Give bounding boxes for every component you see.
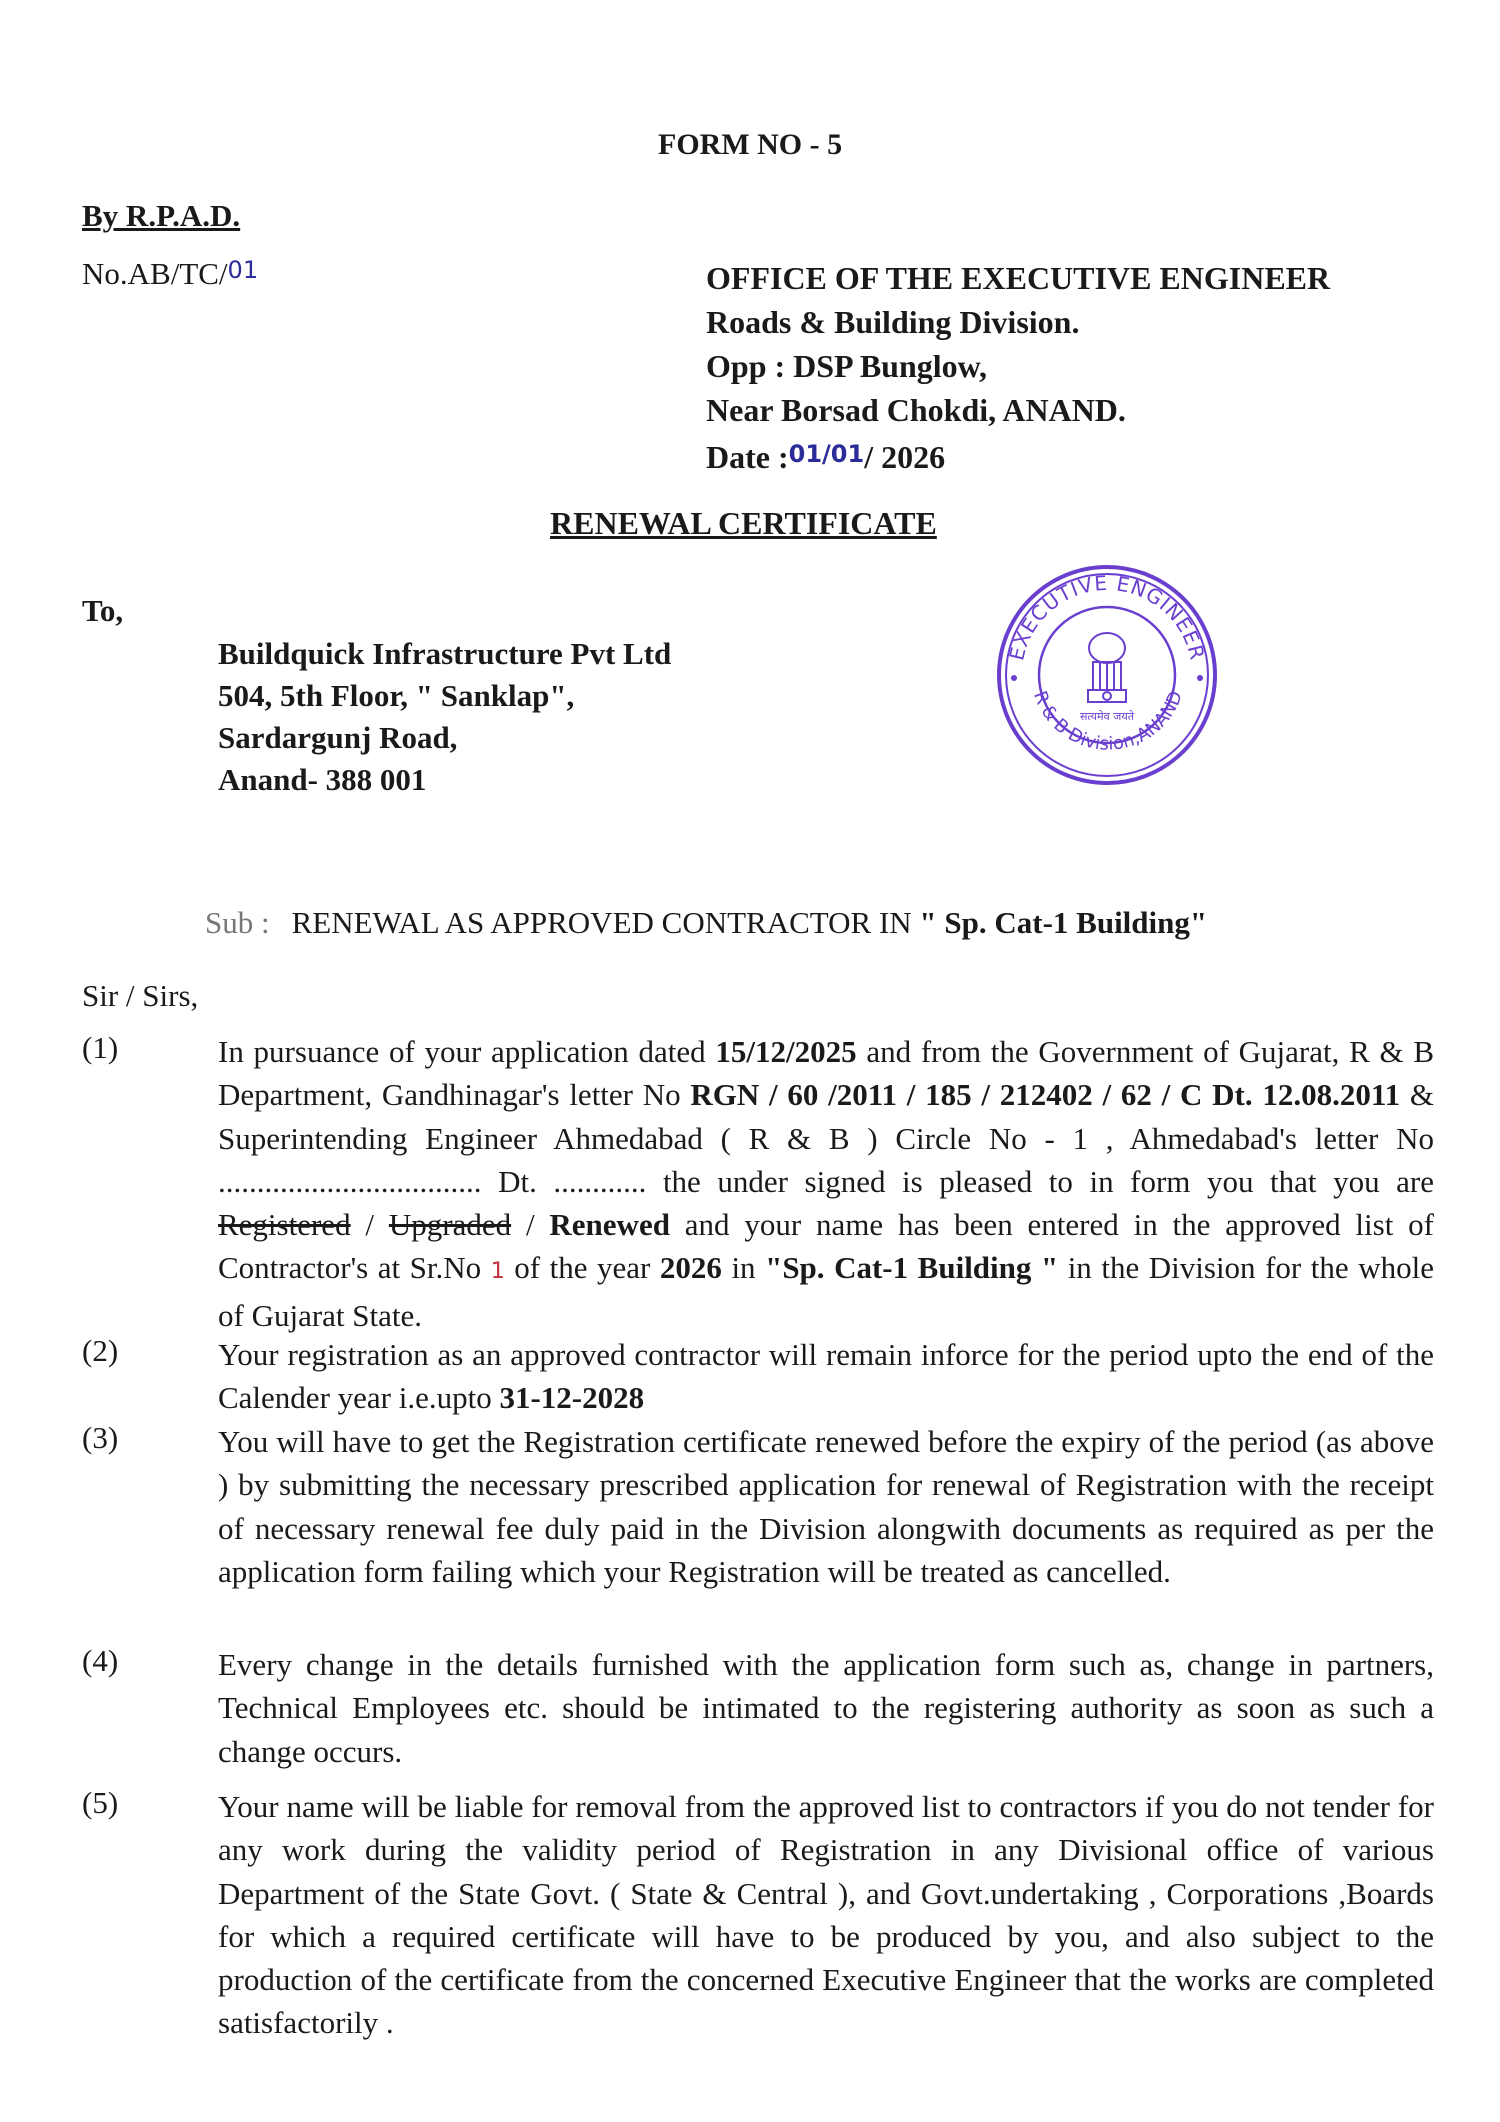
government-letter-no: RGN / 60 /2011 / 185 / 212402 / 62 / C Dt. 12.08.2011 — [690, 1077, 1401, 1113]
paragraph-5: Your name will be liable for removal from the approved list to contractors if you do not tender for any work during the validity period of Registration in any Divisional office of various Department of the State Govt. ( State & Central ), and Govt.undertaking , Corporations ,Boards for which a required certificate will have to be produced by you, and also subject to the production of the certificate from the concerned Executive Engineer that the works are completed satisfactorily . — [218, 1789, 1434, 2041]
date-handwritten: 01/01 — [788, 440, 865, 468]
reference-number — [82, 256, 258, 292]
valid-upto-date: 31-12-2028 — [499, 1380, 645, 1416]
category: "Sp. Cat-1 Building " — [765, 1250, 1059, 1286]
delivery-mode: By R.P.A.D. — [82, 198, 241, 233]
paragraph-number: (2) — [82, 1333, 119, 1368]
form-number: FORM NO - 5 — [658, 128, 843, 161]
status-renewed: Renewed — [549, 1207, 670, 1243]
subject-category: " Sp. Cat-1 Building" — [919, 905, 1208, 940]
paragraph-3: You will have to get the Registration certificate renewed before the expiry of the period (as above ) by submitting the necessary prescribed application for renewal of Registration with the receipt of necessary renewal fee duly paid in the Division alongwith documents as required as per the application form failing which your Registration will be treated as cancelled. — [218, 1424, 1434, 1589]
subject-text: RENEWAL AS APPROVED CONTRACTOR IN — [291, 905, 920, 940]
recipient-address — [218, 633, 671, 801]
office-address — [706, 256, 1330, 479]
paragraph-4: Every change in the details furnished with the application form such as, change in partners, Technical Employees etc. should be intimated to the registering authority as soon as such a change occurs. — [218, 1647, 1434, 1769]
reference-handwritten: 01 — [227, 256, 259, 284]
registration-year: 2026 — [659, 1250, 722, 1286]
recipient-line: Sardargunj Road, — [218, 720, 458, 755]
paragraph-number: (5) — [82, 1785, 119, 1820]
reference-prefix: No.AB/TC/ — [82, 256, 228, 291]
office-line: Opp : DSP Bunglow, — [706, 348, 987, 384]
office-line: Roads & Building Division. — [706, 304, 1080, 340]
recipient-line: Anand- 388 001 — [218, 762, 427, 797]
recipient-line: 504, 5th Floor, " Sanklap", — [218, 678, 575, 713]
office-line: OFFICE OF THE EXECUTIVE ENGINEER — [706, 260, 1331, 296]
to-label: To, — [82, 593, 124, 628]
office-line: Near Borsad Chokdi, ANAND. — [706, 392, 1126, 428]
struck-upgraded: Upgraded — [388, 1207, 512, 1243]
paragraph-2: Your registration as an approved contractor will remain inforce for the period upto the end of the Calender year i.e.upto 31-12-2028 — [218, 1337, 1434, 1416]
serial-number-handwritten: 1 — [490, 1259, 505, 1285]
recipient-line: Buildquick Infrastructure Pvt Ltd — [218, 636, 672, 671]
document-title: RENEWAL CERTIFICATE — [550, 505, 937, 541]
paragraph-number: (3) — [82, 1420, 119, 1455]
svg-text:R & B Division,ANAND: R & B Division,ANAND — [1029, 688, 1188, 755]
paragraph-1: In pursuance of your application dated 15/12/2025 and from the Government of Gujarat, R & B Department, Gandhinagar's letter No RGN / 60 /2011 / 185 / 212402 / 62 / C Dt. 12.08.2011 & Superintending Engineer Ahmedabad ( R & B ) Circle No - 1 , Ahmedabad's letter No .................................. Dt. ............ the under signed is pleased to in form you that you are Registered / Upgraded / Renewed and your name has been entered in the approved list of Contractor's at Sr.No 1 of the year 2026 in "Sp. Cat-1 Building " in the Division for the whole of Gujarat State. — [218, 1034, 1435, 1333]
struck-registered: Registered — [218, 1207, 351, 1243]
paragraph-number: (1) — [82, 1030, 119, 1065]
subject-label: Sub : — [205, 905, 270, 940]
salutation: Sir / Sirs, — [82, 978, 199, 1013]
application-date: 15/12/2025 — [715, 1034, 857, 1069]
official-seal-icon — [992, 560, 1222, 790]
svg-text:EXECUTIVE ENGINEER: EXECUTIVE ENGINEER — [1004, 570, 1210, 663]
paragraph-number: (4) — [82, 1643, 119, 1678]
letter-date: Date :01/01/ 2026 — [706, 439, 946, 475]
svg-text:सत्यमेव जयते: सत्यमेव जयते — [1079, 710, 1135, 723]
subject-line — [205, 905, 1207, 941]
